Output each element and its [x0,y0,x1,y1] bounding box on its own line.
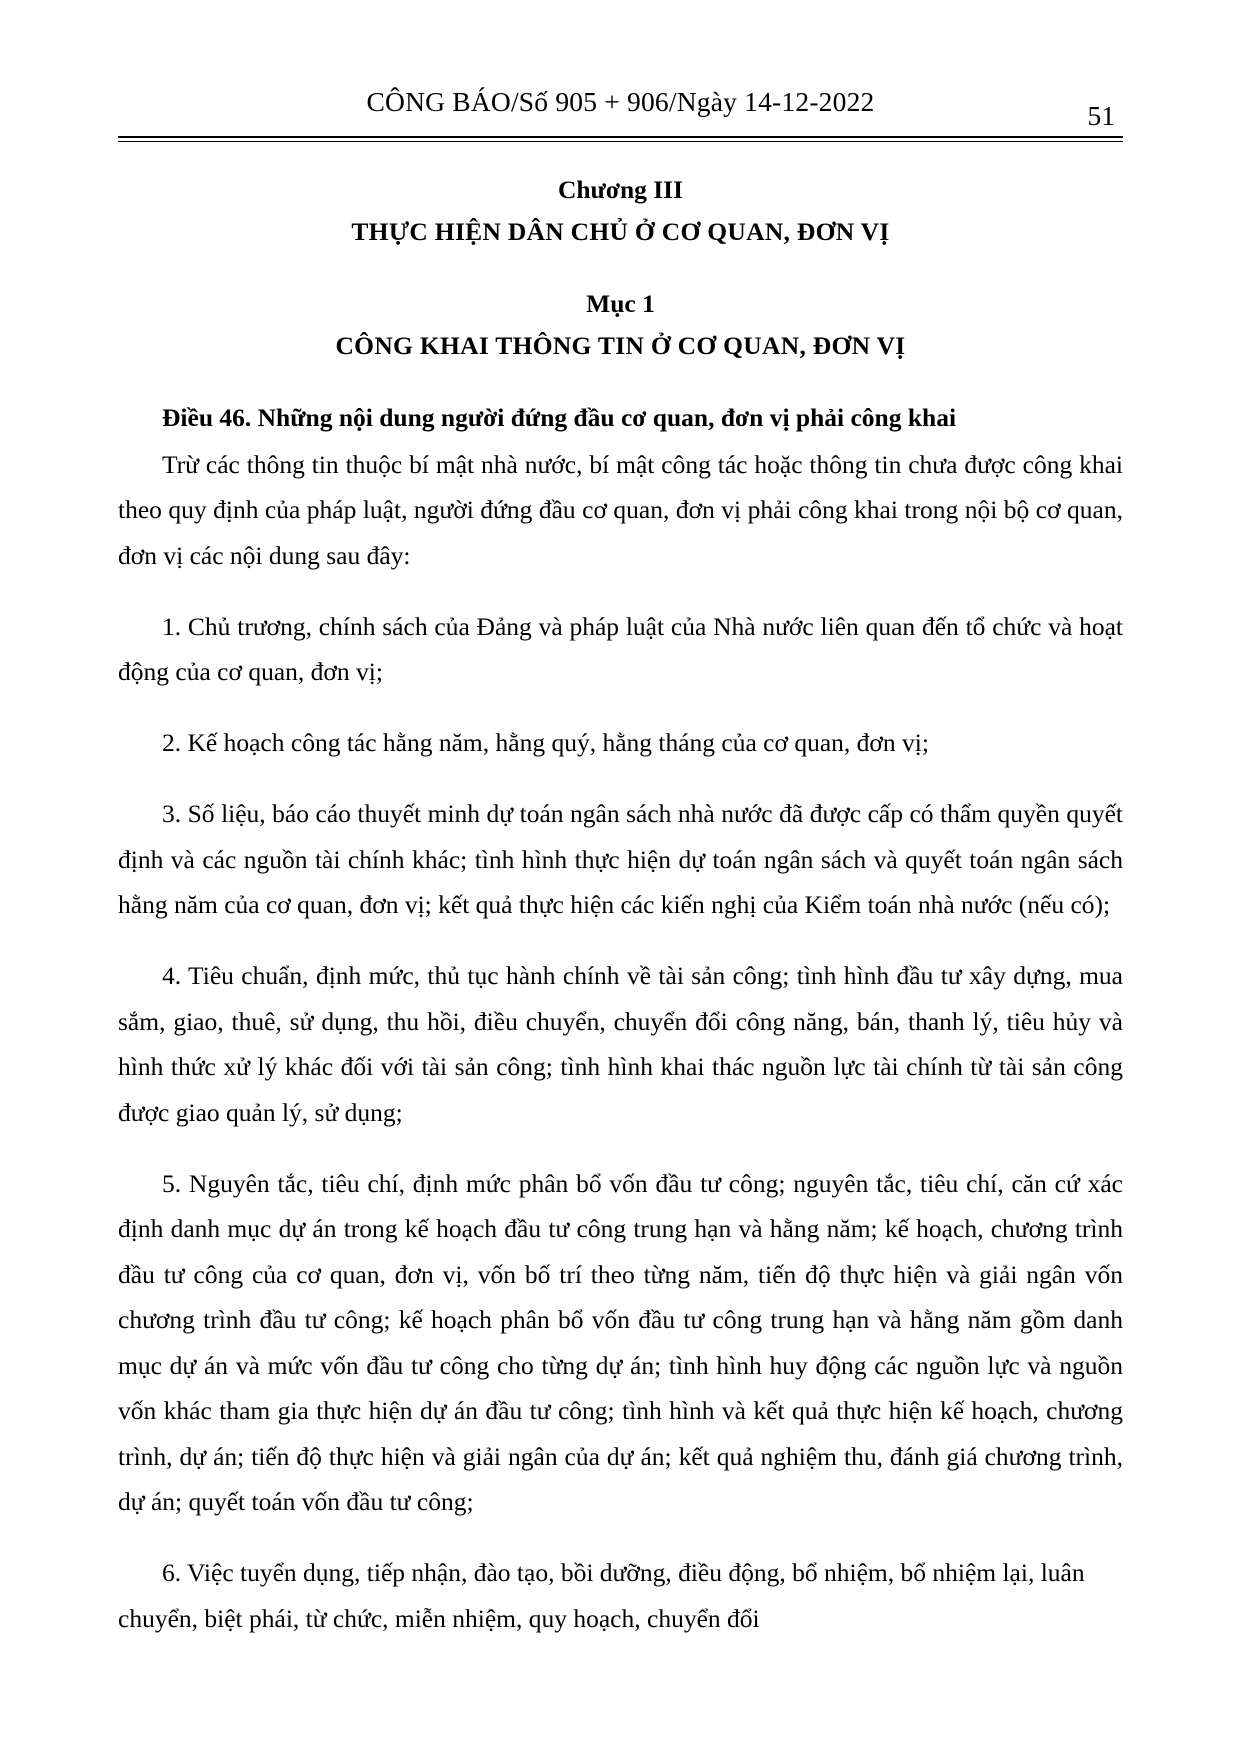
running-head [118,86,1123,132]
article-heading: Điều 46. Những nội dung người đứng đầu cơ quan, đơn vị phải công khai [162,402,957,432]
article-item-2: 2. Kế hoạch công tác hằng năm, hằng quý, hằng tháng của cơ quan, đơn vị; [162,728,929,757]
article-item-5: 5. Nguyên tắc, tiêu chí, định mức phân bổ vốn đầu tư công; nguyên tắc, tiêu chí, căn cứ xác định danh mục dự án trong kế hoạch đầu tư công trung hạn và hằng năm; kế hoạch, chương trình đầu tư công của cơ quan, đơn vị, vốn bố trí theo từng năm, tiến độ thực hiện và giải ngân vốn chương trình đầu tư công; kế hoạch phân bổ vốn đầu tư công trung hạn và hằng năm gồm danh mục dự án và mức vốn đầu tư công cho từng dự án; tình hình huy động các nguồn lực và nguồn vốn khác tham gia thực hiện dự án đầu tư công; tình hình và kết quả thực hiện kế hoạch, chương trình, dự án; tiến độ thực hiện và giải ngân của dự án; kết quả nghiệm thu, đánh giá chương trình, dự án; quyết toán vốn đầu tư công; [118,1168,1123,1516]
page-number: 51 [1087,100,1115,131]
section-label: Mục 1 [586,288,655,318]
header-divider-rule [118,136,1123,142]
article-lead-paragraph: Trừ các thông tin thuộc bí mật nhà nước, bí mật công tác hoặc thông tin chưa được công khai theo quy định của pháp luật, người đứng đầu cơ quan, đơn vị phải công khai trong nội bộ cơ quan, đơn vị các nội dung sau đây: [118,449,1123,570]
section-title: CÔNG KHAI THÔNG TIN Ở CƠ QUAN, ĐƠN VỊ [335,330,906,360]
article-item-3: 3. Số liệu, báo cáo thuyết minh dự toán ngân sách nhà nước đã được cấp có thẩm quyền quyết định và các nguồn tài chính khác; tình hình thực hiện dự toán ngân sách và quyết toán ngân sách hằng năm của cơ quan, đơn vị; kết quả thực hiện các kiến nghị của Kiểm toán nhà nước (nếu có); [118,799,1123,919]
article-item-1: 1. Chủ trương, chính sách của Đảng và pháp luật của Nhà nước liên quan đến tổ chức và hoạt động của cơ quan, đơn vị; [118,611,1123,686]
running-head-title: CÔNG BÁO/Số 905 + 906/Ngày 14-12-2022 [366,86,875,117]
chapter-label: Chương III [557,174,684,204]
chapter-title: THỰC HIỆN DÂN CHỦ Ở CƠ QUAN, ĐƠN VỊ [351,216,890,246]
page-content [118,86,1123,1667]
article-item-4: 4. Tiêu chuẩn, định mức, thủ tục hành chính về tài sản công; tình hình đầu tư xây dựng, mua sắm, giao, thuê, sử dụng, thu hồi, điều chuyển, chuyển đổi công năng, bán, thanh lý, tiêu hủy và hình thức xử lý khác đối với tài sản công; tình hình khai thác nguồn lực tài chính từ tài sản công được giao quản lý, sử dụng; [118,961,1123,1127]
article-item-6: 6. Việc tuyển dụng, tiếp nhận, đào tạo, bồi dưỡng, điều động, bổ nhiệm, bổ nhiệm lại, luân chuyển, biệt phái, từ chức, miễn nhiệm, quy hoạch, chuyển đổi [118,1558,1085,1633]
